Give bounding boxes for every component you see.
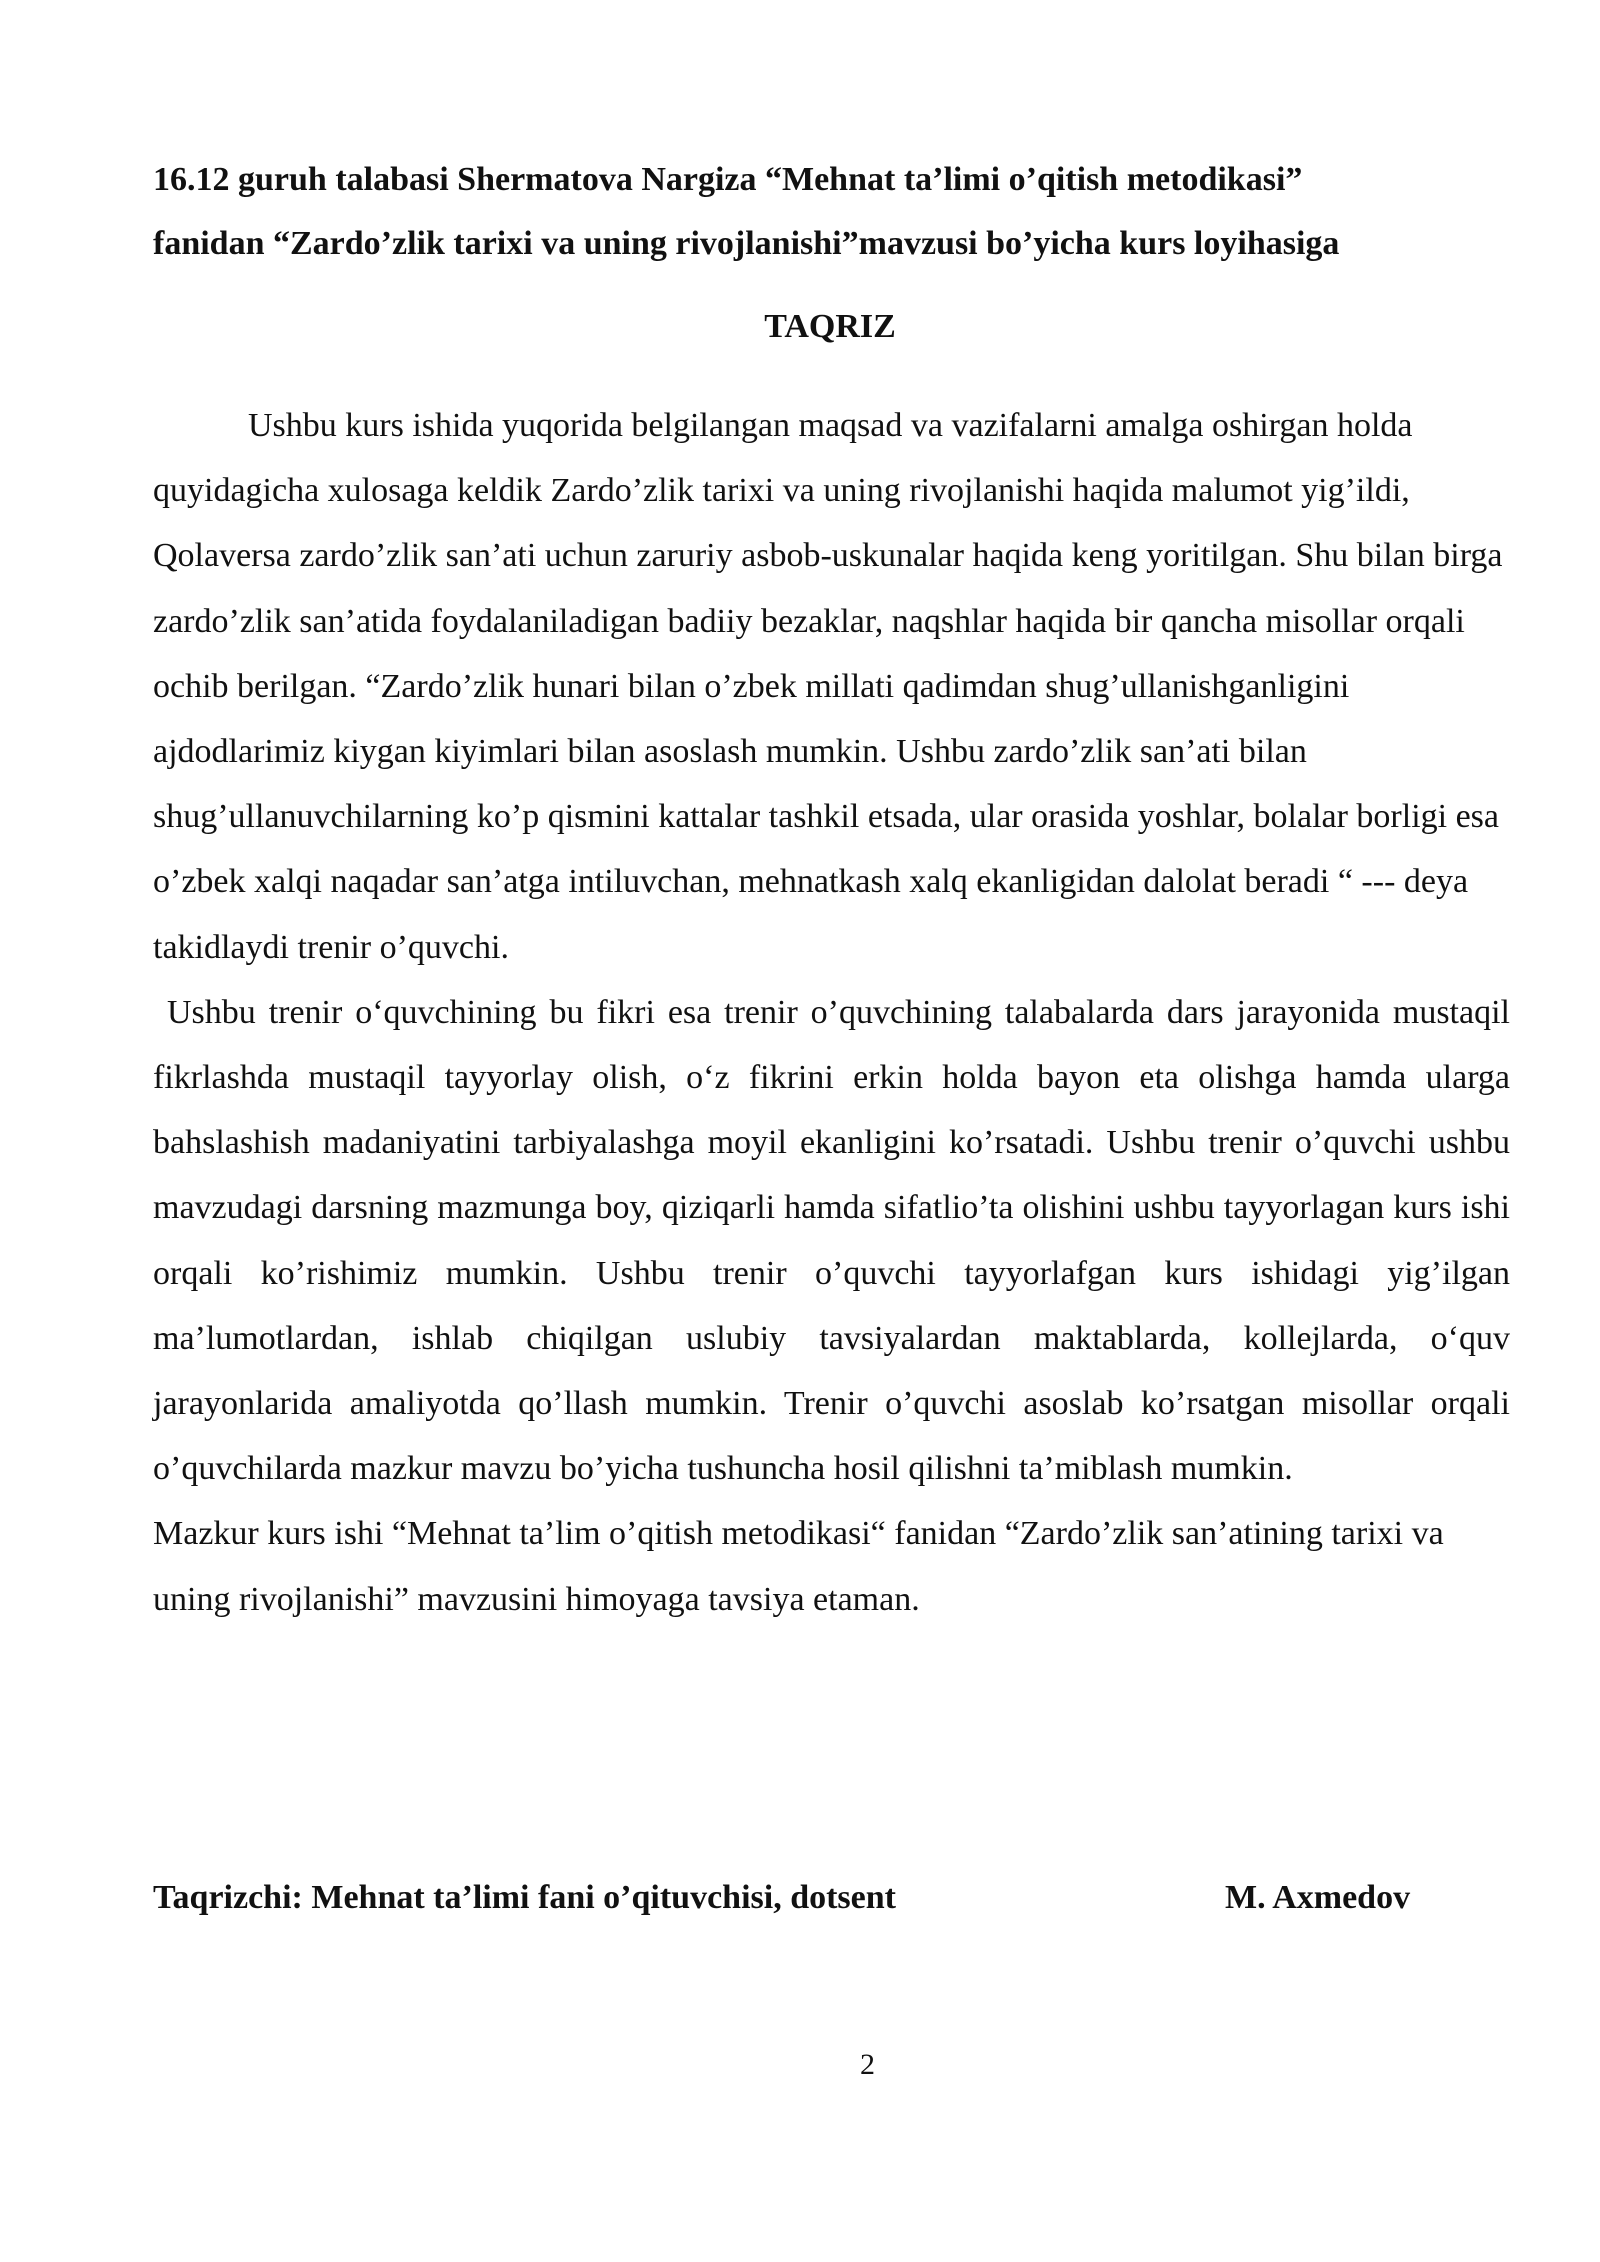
body-paragraph-3: Mazkur kurs ishi “Mehnat ta’lim o’qitish metodikasi“ fanidan “Zardo’zlik san’atining tarixi va uning rivojlanishi” mavzusini himoyaga tavsiya etaman. bbox=[153, 1515, 1444, 1618]
heading-line-1: 16.12 guruh talabasi Shermatova Nargiza “Mehnat ta’limi o’qitish metodikasi” bbox=[153, 161, 1303, 198]
page-number: 2 bbox=[860, 2048, 875, 2081]
document-heading bbox=[153, 148, 1513, 276]
review-body bbox=[153, 393, 1510, 1632]
body-paragraph-1: Ushbu kurs ishida yuqorida belgilangan maqsad va vazifalarni amalga oshirgan holda quyidagicha xulosaga keldik Zardo’zlik tarixi va uning rivojlanishi haqida malumot yig’ildi, Qolaversa zardo’zlik san’ati uchun zaruriy asbob-uskunalar haqida keng yoritilgan. Shu bilan birga zardo’zlik san’atida foydalaniladigan badiiy bezaklar, naqshlar haqida bir qancha misollar orqali ochib berilgan. “Zardo’zlik hunari bilan o’zbek millati qadimdan shug’ullanishganligini ajdodlarimiz kiygan kiyimlari bilan asoslash mumkin. Ushbu zardo’zlik san’ati bilan shug’ullanuvchilarning ko’p qismini kattalar tashkil etsada, ular orasida yoshlar, bolalar borligi esa o’zbek xalqi naqadar san’atga intiluvchan, mehnatkash xalq ekanligidan dalolat beradi “ --- deya takidlaydi trenir o’quvchi. bbox=[153, 407, 1503, 966]
heading-line-2: fanidan “Zardo’zlik tarixi va uning rivojlanishi”mavzusi bo’yicha kurs loyihasiga bbox=[153, 225, 1340, 262]
document-title: TAQRIZ bbox=[764, 308, 896, 345]
body-paragraph-2: Ushbu trenir o‘quvchining bu fikri esa trenir o’quvchining talabalarda dars jarayonida mustaqil fikrlashda mustaqil tayyorlay olish, o‘z fikrini erkin holda bayon eta olishga hamda ularga bahslashish madaniyatini tarbiyalashga moyil ekanligini ko’rsatadi. Ushbu trenir o’quvchi ushbu mavzudagi darsning mazmunga boy, qiziqarli hamda sifatlio’ta olishini ushbu tayyorlagan kurs ishi orqali ko’rishimiz mumkin. Ushbu trenir o’quvchi tayyorlafgan kurs ishidagi yig’ilgan ma’lumotlardan, ishlab chiqilgan uslubiy tavsiyalardan maktablarda, kollejlarda, o‘quv jarayonlarida amaliyotda qo’llash mumkin. Trenir o’quvchi asoslab ko’rsatgan misollar orqali o’quvchilarda mazkur mavzu bo’yicha tushuncha hosil qilishni ta’miblash mumkin. bbox=[153, 993, 1510, 1488]
reviewer-role: Taqrizchi: Mehnat ta’limi fani o’qituvchisi, dotsent bbox=[153, 1879, 896, 1916]
reviewer-name: M. Axmedov bbox=[1225, 1879, 1411, 1916]
